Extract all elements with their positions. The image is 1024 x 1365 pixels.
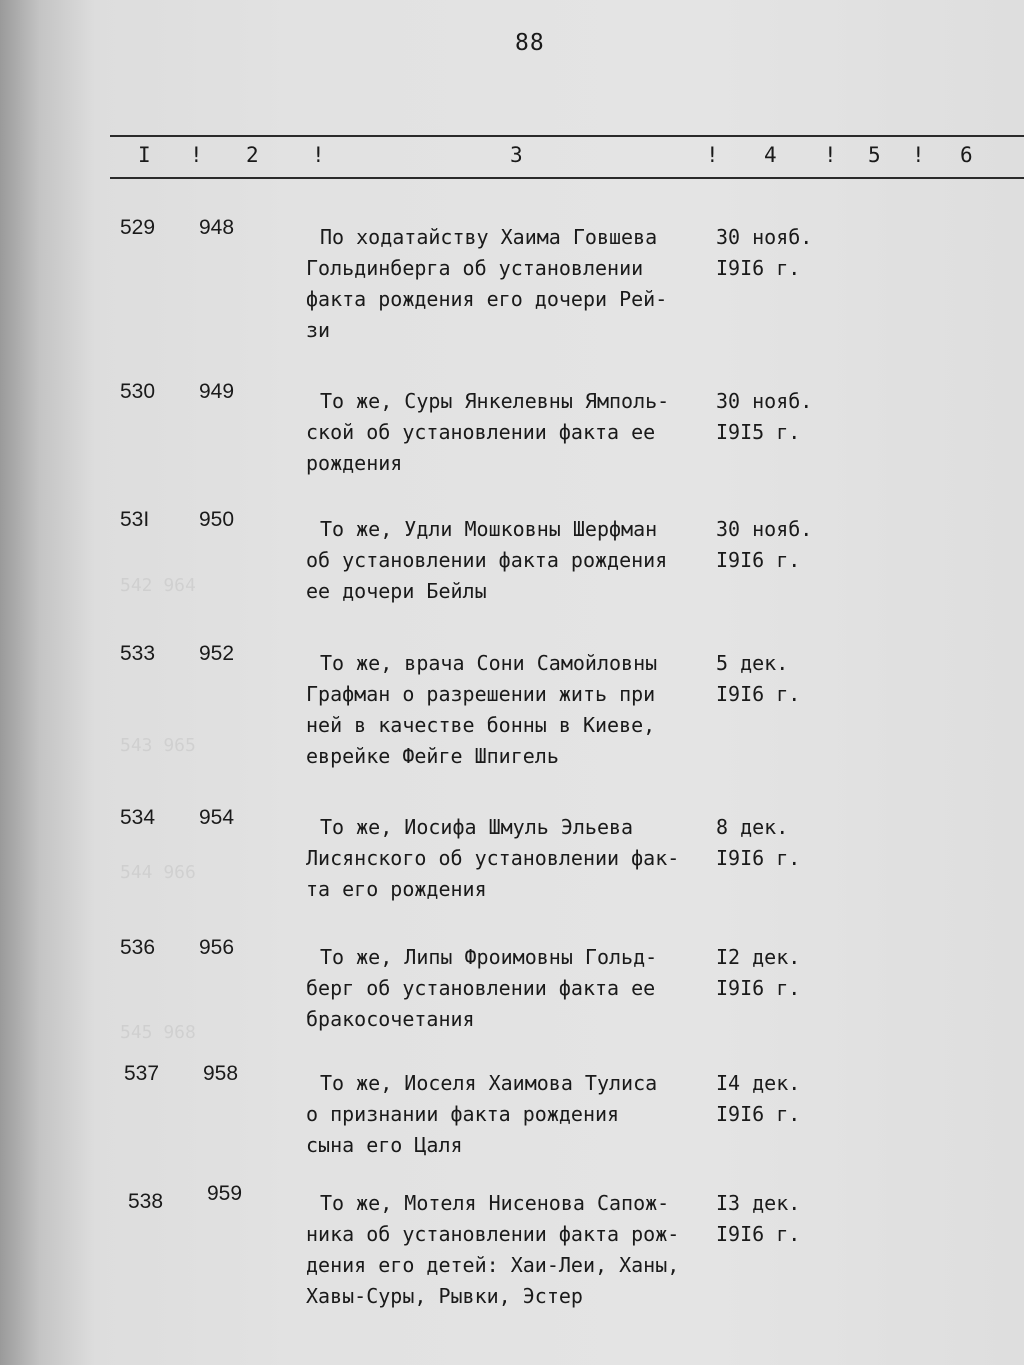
header-rule-bottom: [110, 177, 1024, 179]
description-line: еврейке Фейге Шпигель: [306, 744, 559, 768]
entry-number: 533: [120, 642, 156, 665]
description-line: об установлении факта рождения: [306, 548, 668, 572]
entry-description: [306, 514, 726, 607]
column-header-3: 3: [510, 143, 523, 167]
date-line: I2 дек.: [716, 945, 801, 969]
description-line: Графман о разрешении жить при: [306, 682, 656, 706]
case-number: 956: [199, 936, 235, 959]
date-line: I9I6 г.: [716, 846, 801, 870]
entry-date: [716, 222, 812, 284]
description-line: ее дочери Бейлы: [306, 579, 487, 603]
entry-number: 538: [128, 1190, 164, 1213]
entry-description: [306, 812, 726, 905]
entry-description: [306, 1188, 726, 1312]
entry-date: [716, 514, 812, 576]
description-line: о признании факта рождения: [306, 1102, 620, 1126]
column-separator: !: [824, 143, 837, 167]
description-line: Гольдинберга об установлении: [306, 256, 644, 280]
column-separator: !: [312, 143, 325, 167]
entry-date: [716, 942, 800, 1004]
bleed-through-text: 545 968: [120, 1022, 196, 1043]
entry-number: 536: [120, 936, 156, 959]
description-line: Хавы-Суры, Рывки, Эстер: [306, 1284, 583, 1308]
date-line: I9I6 г.: [716, 548, 801, 572]
entry-date: [716, 648, 800, 710]
case-number: 949: [199, 380, 235, 403]
column-header-6: 6: [960, 143, 973, 167]
column-separator: !: [912, 143, 925, 167]
description-line: То же, врача Сони Самойловны: [320, 651, 658, 675]
entry-number: 529: [120, 216, 156, 239]
entry-description: [306, 386, 726, 479]
case-number: 952: [199, 642, 235, 665]
description-line: сына его Цаля: [306, 1133, 463, 1157]
entry-description: [306, 942, 726, 1035]
description-line: То же, Мотеля Нисенова Сапож-: [320, 1191, 670, 1215]
description-line: По ходатайству Хаима Говшева: [320, 225, 658, 249]
date-line: 8 дек.: [716, 815, 789, 839]
description-line: факта рождения его дочери Рей-: [306, 287, 668, 311]
column-header-4: 4: [764, 143, 777, 167]
date-line: I4 дек.: [716, 1071, 801, 1095]
entry-description: [306, 648, 726, 772]
description-line: ской об установлении факта ее: [306, 420, 656, 444]
description-line: То же, Иосифа Шмуль Эльева: [320, 815, 634, 839]
case-number: 948: [199, 216, 235, 239]
case-number: 950: [199, 508, 235, 531]
column-header-2: 2: [246, 143, 259, 167]
entry-number: 530: [120, 380, 156, 403]
entry-description: [306, 1068, 726, 1161]
description-line: То же, Удли Мошковны Шерфман: [320, 517, 658, 541]
date-line: I3 дек.: [716, 1191, 801, 1215]
description-line: То же, Суры Янкелевны Ямполь-: [320, 389, 670, 413]
column-separator: !: [706, 143, 719, 167]
date-line: I9I6 г.: [716, 256, 801, 280]
column-header-1: I: [138, 143, 151, 167]
entry-description: [306, 222, 726, 346]
case-number: 954: [199, 806, 235, 829]
column-separator: !: [190, 143, 203, 167]
case-number: 958: [203, 1062, 239, 1085]
description-line: дения его детей: Хаи-Леи, Ханы,: [306, 1253, 680, 1277]
description-line: бракосочетания: [306, 1007, 475, 1031]
entry-date: [716, 1068, 800, 1130]
description-line: берг об установлении факта ее: [306, 976, 656, 1000]
description-line: То же, Липы Фроимовны Гольд-: [320, 945, 658, 969]
date-line: I9I6 г.: [716, 976, 801, 1000]
description-line: ника об установлении факта рож-: [306, 1222, 680, 1246]
date-line: I9I6 г.: [716, 1102, 801, 1126]
page-number: 88: [515, 30, 545, 56]
description-line: То же, Иоселя Хаимова Тулиса: [320, 1071, 658, 1095]
date-line: 30 нояб.: [716, 389, 813, 413]
column-header-5: 5: [868, 143, 881, 167]
entry-number: 53I: [120, 508, 150, 531]
date-line: I9I5 г.: [716, 420, 801, 444]
date-line: I9I6 г.: [716, 1222, 801, 1246]
description-line: зи: [306, 318, 331, 342]
date-line: 5 дек.: [716, 651, 789, 675]
bleed-through-text: 542 964: [120, 575, 196, 596]
case-number: 959: [207, 1182, 243, 1205]
entry-number: 534: [120, 806, 156, 829]
description-line: та его рождения: [306, 877, 487, 901]
bleed-through-text: 544 966: [120, 862, 196, 883]
header-rule-top: [110, 135, 1024, 137]
description-line: ней в качестве бонны в Киеве,: [306, 713, 656, 737]
description-line: рождения: [306, 451, 403, 475]
description-line: Лисянского об установлении фак-: [306, 846, 680, 870]
date-line: 30 нояб.: [716, 517, 813, 541]
bleed-through-text: 543 965: [120, 735, 196, 756]
date-line: I9I6 г.: [716, 682, 801, 706]
entry-number: 537: [124, 1062, 160, 1085]
entry-date: [716, 386, 812, 448]
entry-date: [716, 1188, 800, 1250]
date-line: 30 нояб.: [716, 225, 813, 249]
entry-date: [716, 812, 800, 874]
